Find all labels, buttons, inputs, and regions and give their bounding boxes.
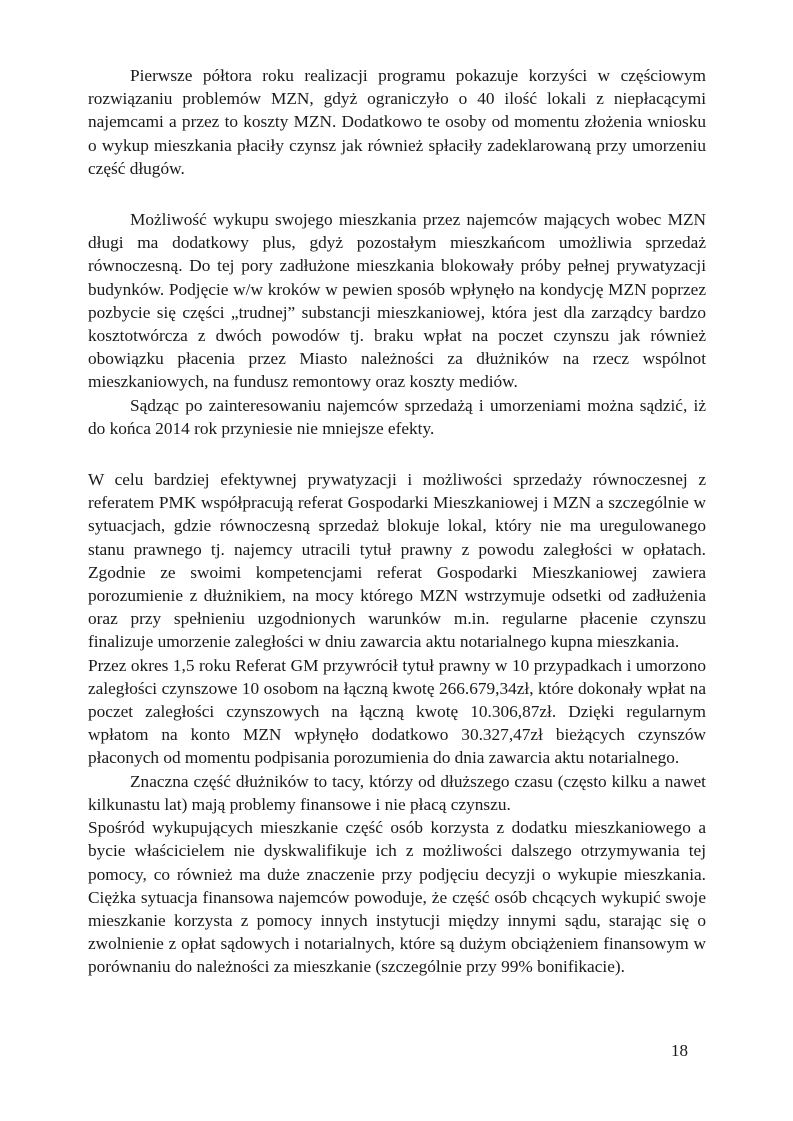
paragraph-debtors: Znaczna część dłużników to tacy, którzy od dłuższego czasu (często kilku a nawet kilkunastu lat) mają problemy finansowe i nie płacą czynszu. [88,771,706,814]
paragraph-housing-allowance: Spośród wykupujących mieszkanie część osób korzysta z dodatku mieszkaniowego a bycie właścicielem nie dyskwalifikuje ich z możliwości dalszego otrzymywania tej pomocy, co również ma duże znaczenie przy podjęciu decyzji o wykupie mieszkania. Ciężka sytuacja finansowa najemców powoduje, że część osób chcących wykupić swoje mieszkanie korzysta z pomocy innych instytucji między innymi sądu, starając się o zwolnienie z opłat sądowych i notarialnych, które są dużym obciążeniem finansowym w porównaniu do należności za mieszkanie (szczególnie przy 99% bonifikacie). [88,818,706,977]
paragraph-cooperation: W celu bardziej efektywnej prywatyzacji i możliwości sprzedaży równoczesnej z referatem PMK współpracują referat Gospodarki Mieszkaniowej i MZN a szczególnie w sytuacjach, gdzie równoczesną sprzedaż blokuje lokal, który nie ma uregulowanego stanu prawnego tj. najemcy utracili tytuł prawny z powodu zaległości w opłatach. Zgodnie ze swoimi kompetencjami referat Gospodarki Mieszkaniowej zawiera porozumienie z dłużnikiem, na mocy którego MZN wstrzymuje odsetki od zadłużenia oraz przy spełnieniu uzgodnionych warunków m.in. regularne płacenie czynszu finalizuje umorzenie zaległości w dniu zawarcia aktu notarialnego kupna mieszkania. [88,470,706,652]
page-number: 18 [671,1041,688,1060]
paragraph-expected-effects: Sądząc po zainteresowaniu najemców sprzedażą i umorzeniami można sądzić, iż do końca 2014 rok przyniesie nie mniejsze efekty. [88,395,706,438]
paragraph-statistics: Przez okres 1,5 roku Referat GM przywrócił tytuł prawny w 10 przypadkach i umorzono zaległości czynszowe 10 osobom na łączną kwotę 266.679,34zł, które dokonały wpłat na poczet zaległości czynszowych na łączną kwotę 10.306,87zł. Dzięki regularnym wpłatom na konto MZN wpłynęło dodatkowo 30.327,47zł bieżących czynszów płaconych od momentu podpisania porozumienia do dnia zawarcia aktu notarialnego. [88,655,706,768]
paragraph-buyout-advantage: Możliwość wykupu swojego mieszkania przez najemców mających wobec MZN długi ma dodatkowy plus, gdyż pozostałym mieszkańcom umożliwia sprzedaż równoczesną. Do tej pory zadłużone mieszkania blokowały próby pełnej prywatyzacji budynków. Podjęcie w/w kroków w pewien sposób wpłynęło na kondycję MZN poprzez pozbycie się części „trudnej” substancji mieszkaniowej, która jest dla zarządcy bardzo kosztotwórcza z dwóch powodów tj. braku wpłat na poczet czynszu jak również obowiązku płacenia przez Miasto należności za dłużników na rzecz wspólnot mieszkaniowych, na fundusz remontowy oraz koszty mediów. [88,210,706,392]
document-page [88,64,706,979]
paragraph-program-benefits: Pierwsze półtora roku realizacji programu pokazuje korzyści w częściowym rozwiązaniu problemów MZN, gdyż ograniczyło o 40 ilość lokali z niepłacącymi najemcami a przez to koszty MZN. Dodatkowo te osoby od momentu złożenia wniosku o wykup mieszkania płaciły czynsz jak również spłaciły zadeklarowaną przy umorzeniu część długów. [88,66,706,178]
